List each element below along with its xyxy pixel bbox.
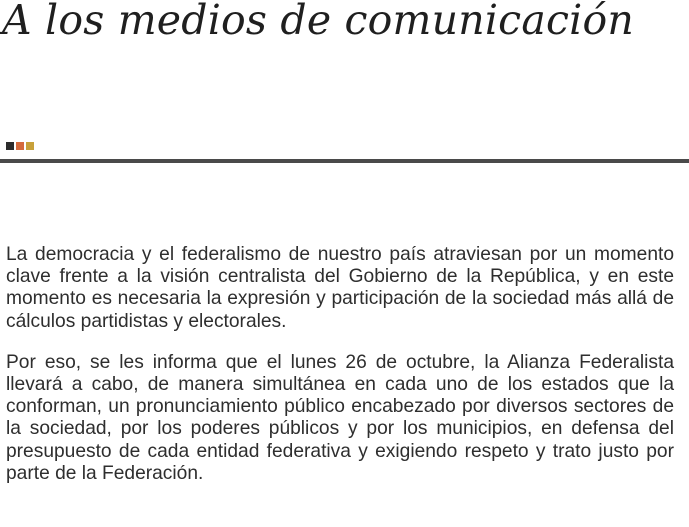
paragraph-1: La democracia y el federalismo de nuestro país atraviesan por un momento clave frente a la visión centralista del Gobierno de la República, y en este momento es necesaria la expresión y participación de la sociedad más allá de cálculos partidistas y electorales. [6, 244, 674, 332]
accent-square-orange [16, 142, 24, 150]
accent-square-dark [6, 142, 14, 150]
accent-square-gold [26, 142, 34, 150]
accent-squares [6, 142, 34, 150]
document-body [6, 244, 674, 504]
header-divider [0, 159, 689, 163]
paragraph-2: Por eso, se les informa que el lunes 26 de octubre, la Alianza Federalista llevará a cabo, de manera simultánea en cada uno de los estados que la conforman, un pronunciamiento público encabezado por diversos sectores de la sociedad, por los poderes públicos y por los municipios, en defensa del presupuesto de cada entidad federativa y exigiendo respeto y trato justo por parte de la Federación. [6, 351, 674, 484]
document-title: A los medios de comunicación [2, 0, 634, 44]
